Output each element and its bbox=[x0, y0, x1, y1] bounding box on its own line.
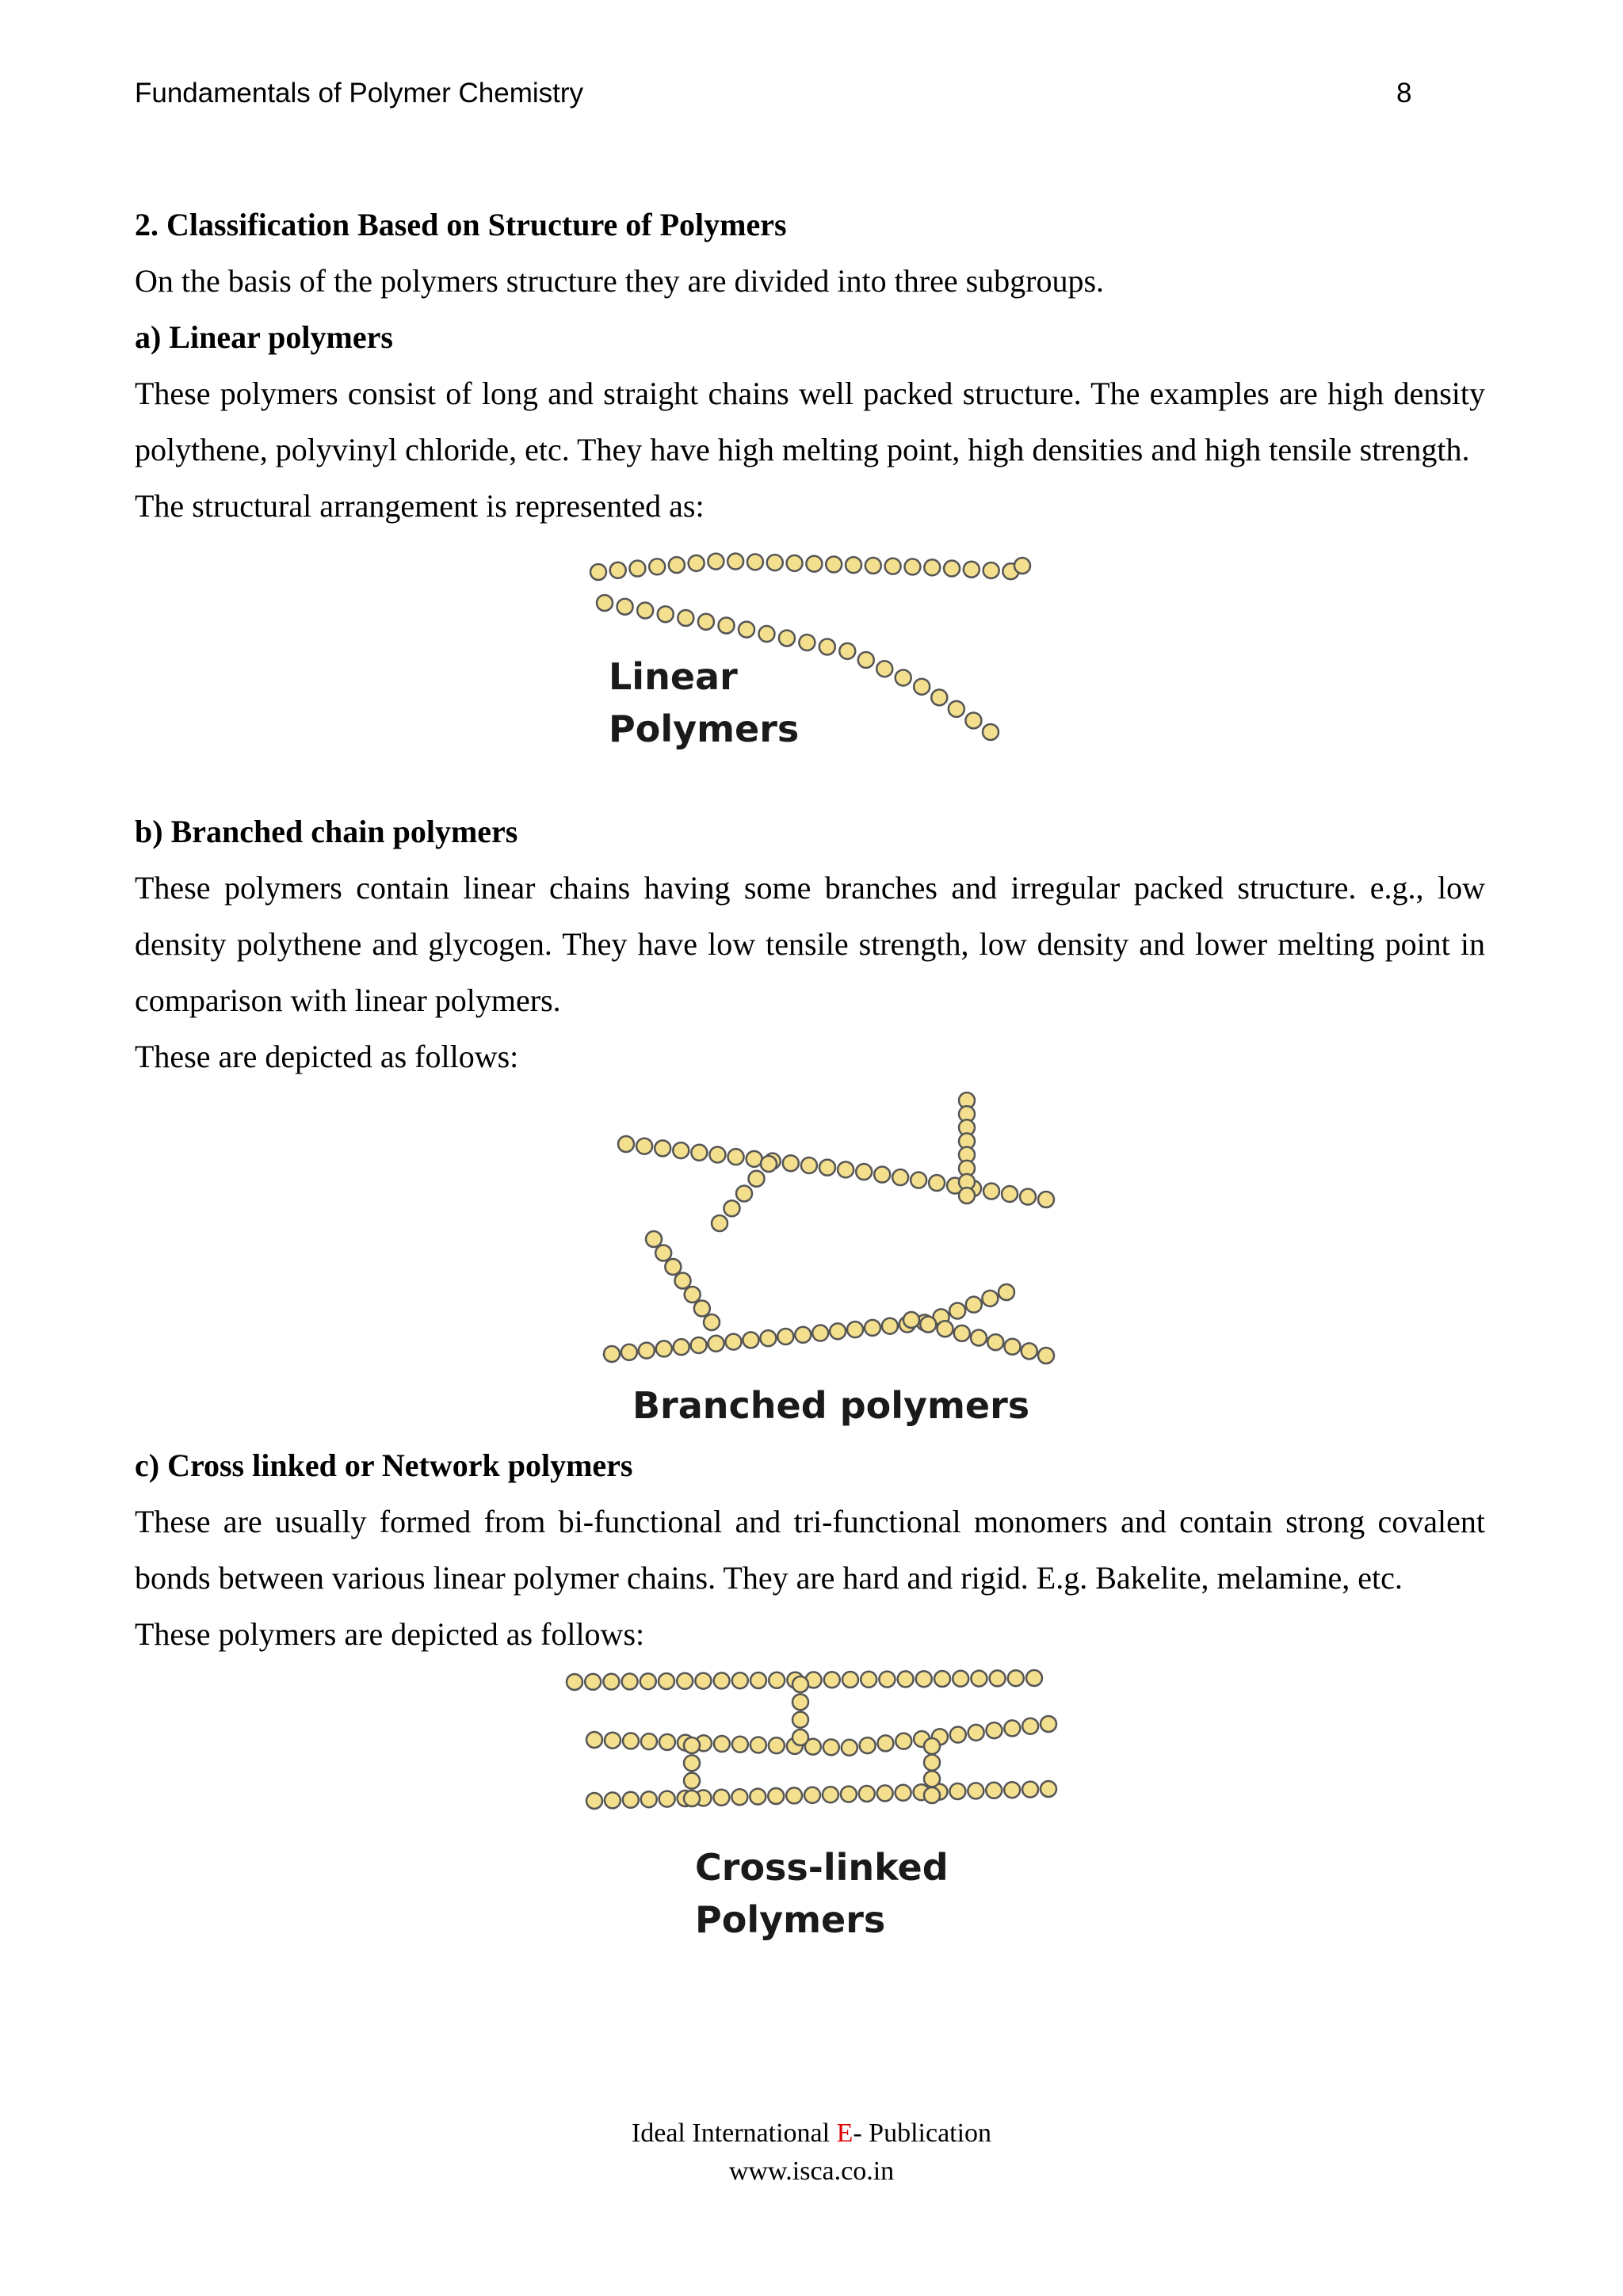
monomer-bead bbox=[983, 1184, 999, 1199]
branched-caption: Branched polymers bbox=[632, 1384, 1030, 1427]
monomer-bead bbox=[724, 1200, 740, 1216]
monomer-bead bbox=[959, 1188, 975, 1203]
monomer-bead bbox=[714, 1736, 730, 1752]
monomer-bead bbox=[786, 1787, 802, 1803]
monomer-bead bbox=[708, 554, 724, 570]
monomer-bead bbox=[856, 1164, 872, 1180]
crosslinked-polymers-figure bbox=[135, 1662, 1485, 1947]
page-content bbox=[135, 196, 1485, 1947]
monomer-bead bbox=[677, 1673, 693, 1689]
monomer-bead bbox=[639, 1343, 655, 1359]
monomer-bead bbox=[622, 1673, 638, 1689]
monomer-bead bbox=[792, 1712, 808, 1728]
monomer-bead bbox=[623, 1733, 639, 1749]
monomer-bead bbox=[842, 1740, 857, 1756]
monomer-bead bbox=[1041, 1716, 1056, 1732]
monomer-bead bbox=[694, 1301, 710, 1317]
monomer-bead bbox=[792, 1694, 808, 1710]
monomer-bead bbox=[929, 1175, 945, 1191]
monomer-bead bbox=[655, 1245, 671, 1261]
monomer-bead bbox=[896, 1785, 911, 1801]
monomer-bead bbox=[924, 1771, 940, 1787]
monomer-bead bbox=[826, 556, 842, 572]
monomer-bead bbox=[904, 559, 920, 574]
monomer-bead bbox=[641, 1791, 657, 1807]
monomer-bead bbox=[949, 1302, 965, 1318]
linear-lead: The structural arrangement is represented as: bbox=[135, 488, 705, 524]
monomer-bead bbox=[892, 1169, 908, 1185]
branched-polymers-figure bbox=[135, 1085, 1485, 1437]
monomer-bead bbox=[585, 1674, 601, 1690]
monomer-bead bbox=[704, 1314, 720, 1330]
monomer-bead bbox=[846, 557, 861, 573]
monomer-bead bbox=[911, 1173, 926, 1188]
monomer-bead bbox=[758, 626, 774, 642]
monomer-bead bbox=[823, 1739, 839, 1755]
monomer-bead bbox=[586, 1793, 602, 1809]
monomer-bead bbox=[964, 562, 980, 578]
monomer-bead bbox=[684, 1737, 700, 1753]
monomer-bead bbox=[750, 1672, 766, 1688]
monomer-bead bbox=[1022, 1343, 1037, 1359]
monomer-bead bbox=[819, 1160, 835, 1176]
monomer-bead bbox=[760, 1330, 776, 1346]
monomer-bead bbox=[659, 1673, 674, 1689]
monomer-bead bbox=[830, 1323, 846, 1339]
monomer-bead bbox=[777, 1329, 793, 1344]
monomer-bead bbox=[646, 1231, 662, 1247]
monomer-bead bbox=[750, 1737, 766, 1753]
monomer-bead bbox=[713, 1790, 729, 1806]
monomer-bead bbox=[982, 1291, 998, 1306]
monomer-bead bbox=[649, 559, 665, 574]
monomer-bead bbox=[1038, 1192, 1054, 1207]
monomer-bead bbox=[747, 554, 763, 570]
monomer-bead bbox=[787, 555, 803, 571]
monomer-bead bbox=[971, 1671, 987, 1687]
monomer-bead bbox=[865, 558, 881, 574]
monomer-bead bbox=[640, 1673, 656, 1689]
monomer-bead bbox=[1005, 1339, 1021, 1355]
monomer-bead bbox=[931, 689, 947, 705]
monomer-bead bbox=[590, 564, 606, 580]
monomer-bead bbox=[876, 661, 892, 677]
crosslinked-lead: These polymers are depicted as follows: bbox=[135, 1616, 645, 1652]
monomer-bead bbox=[678, 610, 693, 626]
monomer-bead bbox=[950, 1727, 966, 1743]
monomer-bead bbox=[1038, 1348, 1054, 1363]
monomer-bead bbox=[761, 1156, 777, 1172]
monomer-bead bbox=[743, 1332, 758, 1348]
monomer-bead bbox=[986, 1783, 1002, 1798]
monomer-bead bbox=[1004, 1782, 1020, 1798]
monomer-bead bbox=[987, 1334, 1003, 1350]
monomer-bead bbox=[949, 701, 964, 717]
monomer-bead bbox=[804, 1787, 820, 1803]
monomer-bead bbox=[673, 1142, 689, 1158]
monomer-bead bbox=[605, 1733, 621, 1749]
monomer-bead bbox=[896, 669, 911, 685]
monomer-bead bbox=[617, 599, 633, 615]
monomer-bead bbox=[597, 595, 613, 611]
monomer-bead bbox=[865, 1320, 880, 1336]
monomer-bead bbox=[674, 1339, 689, 1355]
page-number: 8 bbox=[1396, 78, 1412, 109]
monomer-bead bbox=[1022, 1718, 1038, 1734]
monomer-bead bbox=[750, 1789, 766, 1805]
monomer-bead bbox=[1002, 1186, 1018, 1202]
monomer-bead bbox=[656, 1341, 672, 1356]
monomer-bead bbox=[629, 561, 645, 577]
monomer-bead bbox=[610, 563, 626, 578]
footer-url: www.isca.co.in bbox=[728, 2157, 895, 2186]
monomer-bead bbox=[731, 1789, 747, 1805]
monomer-bead bbox=[949, 1783, 965, 1799]
monomer-bead bbox=[966, 1297, 982, 1313]
crosslinked-caption-line2: Polymers bbox=[695, 1898, 886, 1941]
monomer-bead bbox=[637, 602, 653, 618]
linear-polymers-figure bbox=[135, 534, 1485, 803]
monomer-bead bbox=[896, 1733, 911, 1749]
linear-heading: a) Linear polymers bbox=[135, 319, 393, 355]
monomer-bead bbox=[879, 1672, 895, 1688]
monomer-bead bbox=[795, 1327, 811, 1343]
monomer-bead bbox=[806, 556, 822, 572]
monomer-bead bbox=[769, 1737, 785, 1753]
monomer-bead bbox=[603, 1674, 619, 1690]
monomer-bead bbox=[823, 1787, 838, 1802]
monomer-bead bbox=[728, 1149, 744, 1165]
monomer-bead bbox=[968, 1725, 984, 1741]
linear-caption-line1: Linear bbox=[609, 655, 738, 698]
monomer-bead bbox=[914, 679, 930, 695]
monomer-bead bbox=[990, 1670, 1006, 1686]
monomer-bead bbox=[779, 630, 795, 646]
monomer-bead bbox=[783, 1155, 799, 1171]
branched-lead: These are depicted as follows: bbox=[135, 1039, 519, 1074]
monomer-bead bbox=[695, 1673, 711, 1689]
monomer-bead bbox=[727, 554, 743, 570]
crosslinked-caption-line1: Cross-linked bbox=[695, 1846, 949, 1889]
monomer-bead bbox=[983, 563, 999, 578]
monomer-bead bbox=[898, 1671, 914, 1687]
monomer-bead bbox=[916, 1671, 932, 1687]
monomer-bead bbox=[769, 1672, 785, 1688]
monomer-bead bbox=[968, 1783, 983, 1798]
monomer-bead bbox=[838, 1161, 854, 1177]
monomer-bead bbox=[920, 1317, 936, 1333]
monomer-bead bbox=[983, 724, 999, 740]
linear-caption-line2: Polymers bbox=[609, 707, 800, 750]
monomer-bead bbox=[618, 1136, 634, 1152]
monomer-bead bbox=[924, 1738, 940, 1754]
monomer-bead bbox=[999, 1284, 1014, 1300]
monomer-bead bbox=[1026, 1670, 1042, 1686]
monomer-bead bbox=[1020, 1189, 1036, 1205]
monomer-bead bbox=[792, 1730, 808, 1745]
monomer-bead bbox=[621, 1344, 637, 1360]
monomer-bead bbox=[604, 1346, 620, 1362]
monomer-bead bbox=[885, 559, 901, 574]
monomer-bead bbox=[767, 555, 783, 570]
monomer-bead bbox=[861, 1672, 876, 1688]
monomer-bead bbox=[567, 1674, 582, 1690]
monomer-bead bbox=[877, 1785, 893, 1801]
monomer-bead bbox=[842, 1672, 858, 1688]
crosslinked-body: These are usually formed from bi-functional and tri-functional monomers and contain strong covalent bonds between various linear polymer chains. They are hard and rigid. E.g. Bakelite, melamine, etc. bbox=[135, 1504, 1485, 1596]
monomer-bead bbox=[691, 1145, 707, 1161]
monomer-bead bbox=[732, 1737, 748, 1753]
monomer-bead bbox=[659, 1791, 675, 1807]
monomer-bead bbox=[799, 635, 815, 650]
crosslinked-heading: c) Cross linked or Network polymers bbox=[135, 1447, 633, 1483]
monomer-bead bbox=[712, 1215, 727, 1231]
monomer-bead bbox=[736, 1186, 752, 1202]
monomer-bead bbox=[708, 1336, 724, 1352]
section-heading: 2. Classification Based on Structure of Polymers bbox=[135, 207, 787, 242]
running-header-title: Fundamentals of Polymer Chemistry bbox=[135, 78, 584, 109]
monomer-bead bbox=[749, 1171, 765, 1187]
monomer-bead bbox=[903, 1312, 919, 1328]
monomer-bead bbox=[684, 1755, 700, 1771]
branched-heading: b) Branched chain polymers bbox=[135, 814, 518, 849]
monomer-bead bbox=[965, 712, 981, 728]
monomer-bead bbox=[689, 555, 705, 571]
monomer-bead bbox=[726, 1334, 742, 1350]
monomer-bead bbox=[986, 1722, 1002, 1738]
footer-publisher bbox=[0, 2119, 1623, 2149]
monomer-bead bbox=[714, 1672, 730, 1688]
monomer-bead bbox=[685, 1287, 701, 1302]
linear-chains-diagram bbox=[135, 534, 1485, 803]
monomer-bead bbox=[841, 1787, 857, 1802]
monomer-bead bbox=[971, 1330, 987, 1346]
monomer-bead bbox=[623, 1792, 639, 1808]
monomer-bead bbox=[882, 1318, 898, 1334]
monomer-bead bbox=[934, 1671, 950, 1687]
monomer-bead bbox=[1022, 1782, 1038, 1798]
monomer-bead bbox=[847, 1322, 863, 1337]
section-intro: On the basis of the polymers structure they are divided into three subgroups. bbox=[135, 263, 1105, 299]
linear-body: These polymers consist of long and straight chains well packed structure. The examples are high density polythene, polyvinyl chloride, etc. They have high melting point, high densities and high tensile strength. bbox=[135, 376, 1485, 467]
monomer-bead bbox=[684, 1773, 700, 1789]
monomer-bead bbox=[1008, 1670, 1024, 1686]
monomer-bead bbox=[675, 1273, 691, 1289]
monomer-bead bbox=[938, 1321, 953, 1337]
monomer-bead bbox=[924, 1787, 940, 1803]
monomer-bead bbox=[684, 1791, 700, 1806]
monomer-bead bbox=[953, 1671, 968, 1687]
monomer-bead bbox=[877, 1735, 893, 1751]
monomer-bead bbox=[747, 1151, 762, 1167]
monomer-bead bbox=[669, 557, 685, 573]
monomer-bead bbox=[792, 1676, 808, 1692]
monomer-bead bbox=[719, 617, 735, 633]
monomer-bead bbox=[954, 1325, 970, 1341]
branched-body: These polymers contain linear chains having some branches and irregular packed structure. e.g., low density polythene and glycogen. They have low tensile strength, low density and lower melting point in comparison with linear polymers. bbox=[135, 870, 1485, 1018]
monomer-bead bbox=[1004, 1720, 1020, 1736]
monomer-bead bbox=[659, 1734, 675, 1750]
monomer-bead bbox=[698, 614, 714, 630]
monomer-bead bbox=[860, 1737, 876, 1753]
monomer-bead bbox=[859, 1786, 875, 1802]
footer-publisher-post: - Publication bbox=[853, 2119, 992, 2148]
monomer-bead bbox=[944, 561, 960, 577]
monomer-bead bbox=[709, 1146, 725, 1162]
monomer-bead bbox=[658, 606, 674, 622]
monomer-bead bbox=[839, 643, 855, 659]
monomer-bead bbox=[691, 1337, 707, 1353]
monomer-bead bbox=[812, 1325, 828, 1341]
monomer-bead bbox=[1041, 1781, 1056, 1797]
monomer-bead bbox=[1014, 558, 1030, 574]
monomer-bead bbox=[768, 1788, 784, 1804]
monomer-bead bbox=[801, 1158, 817, 1173]
monomer-bead bbox=[586, 1732, 602, 1748]
monomer-bead bbox=[924, 559, 940, 575]
footer-publisher-accent: E bbox=[836, 2119, 854, 2148]
monomer-bead bbox=[605, 1792, 621, 1808]
monomer-bead bbox=[739, 622, 754, 638]
monomer-bead bbox=[732, 1672, 748, 1688]
monomer-bead bbox=[874, 1167, 890, 1183]
monomer-bead bbox=[641, 1733, 657, 1749]
footer-publisher-pre: Ideal International bbox=[631, 2119, 837, 2148]
monomer-bead bbox=[655, 1140, 670, 1156]
monomer-bead bbox=[819, 639, 835, 654]
monomer-bead bbox=[636, 1138, 652, 1154]
monomer-bead bbox=[858, 652, 874, 668]
monomer-bead bbox=[824, 1672, 840, 1688]
monomer-bead bbox=[665, 1259, 681, 1275]
monomer-bead bbox=[924, 1755, 940, 1771]
